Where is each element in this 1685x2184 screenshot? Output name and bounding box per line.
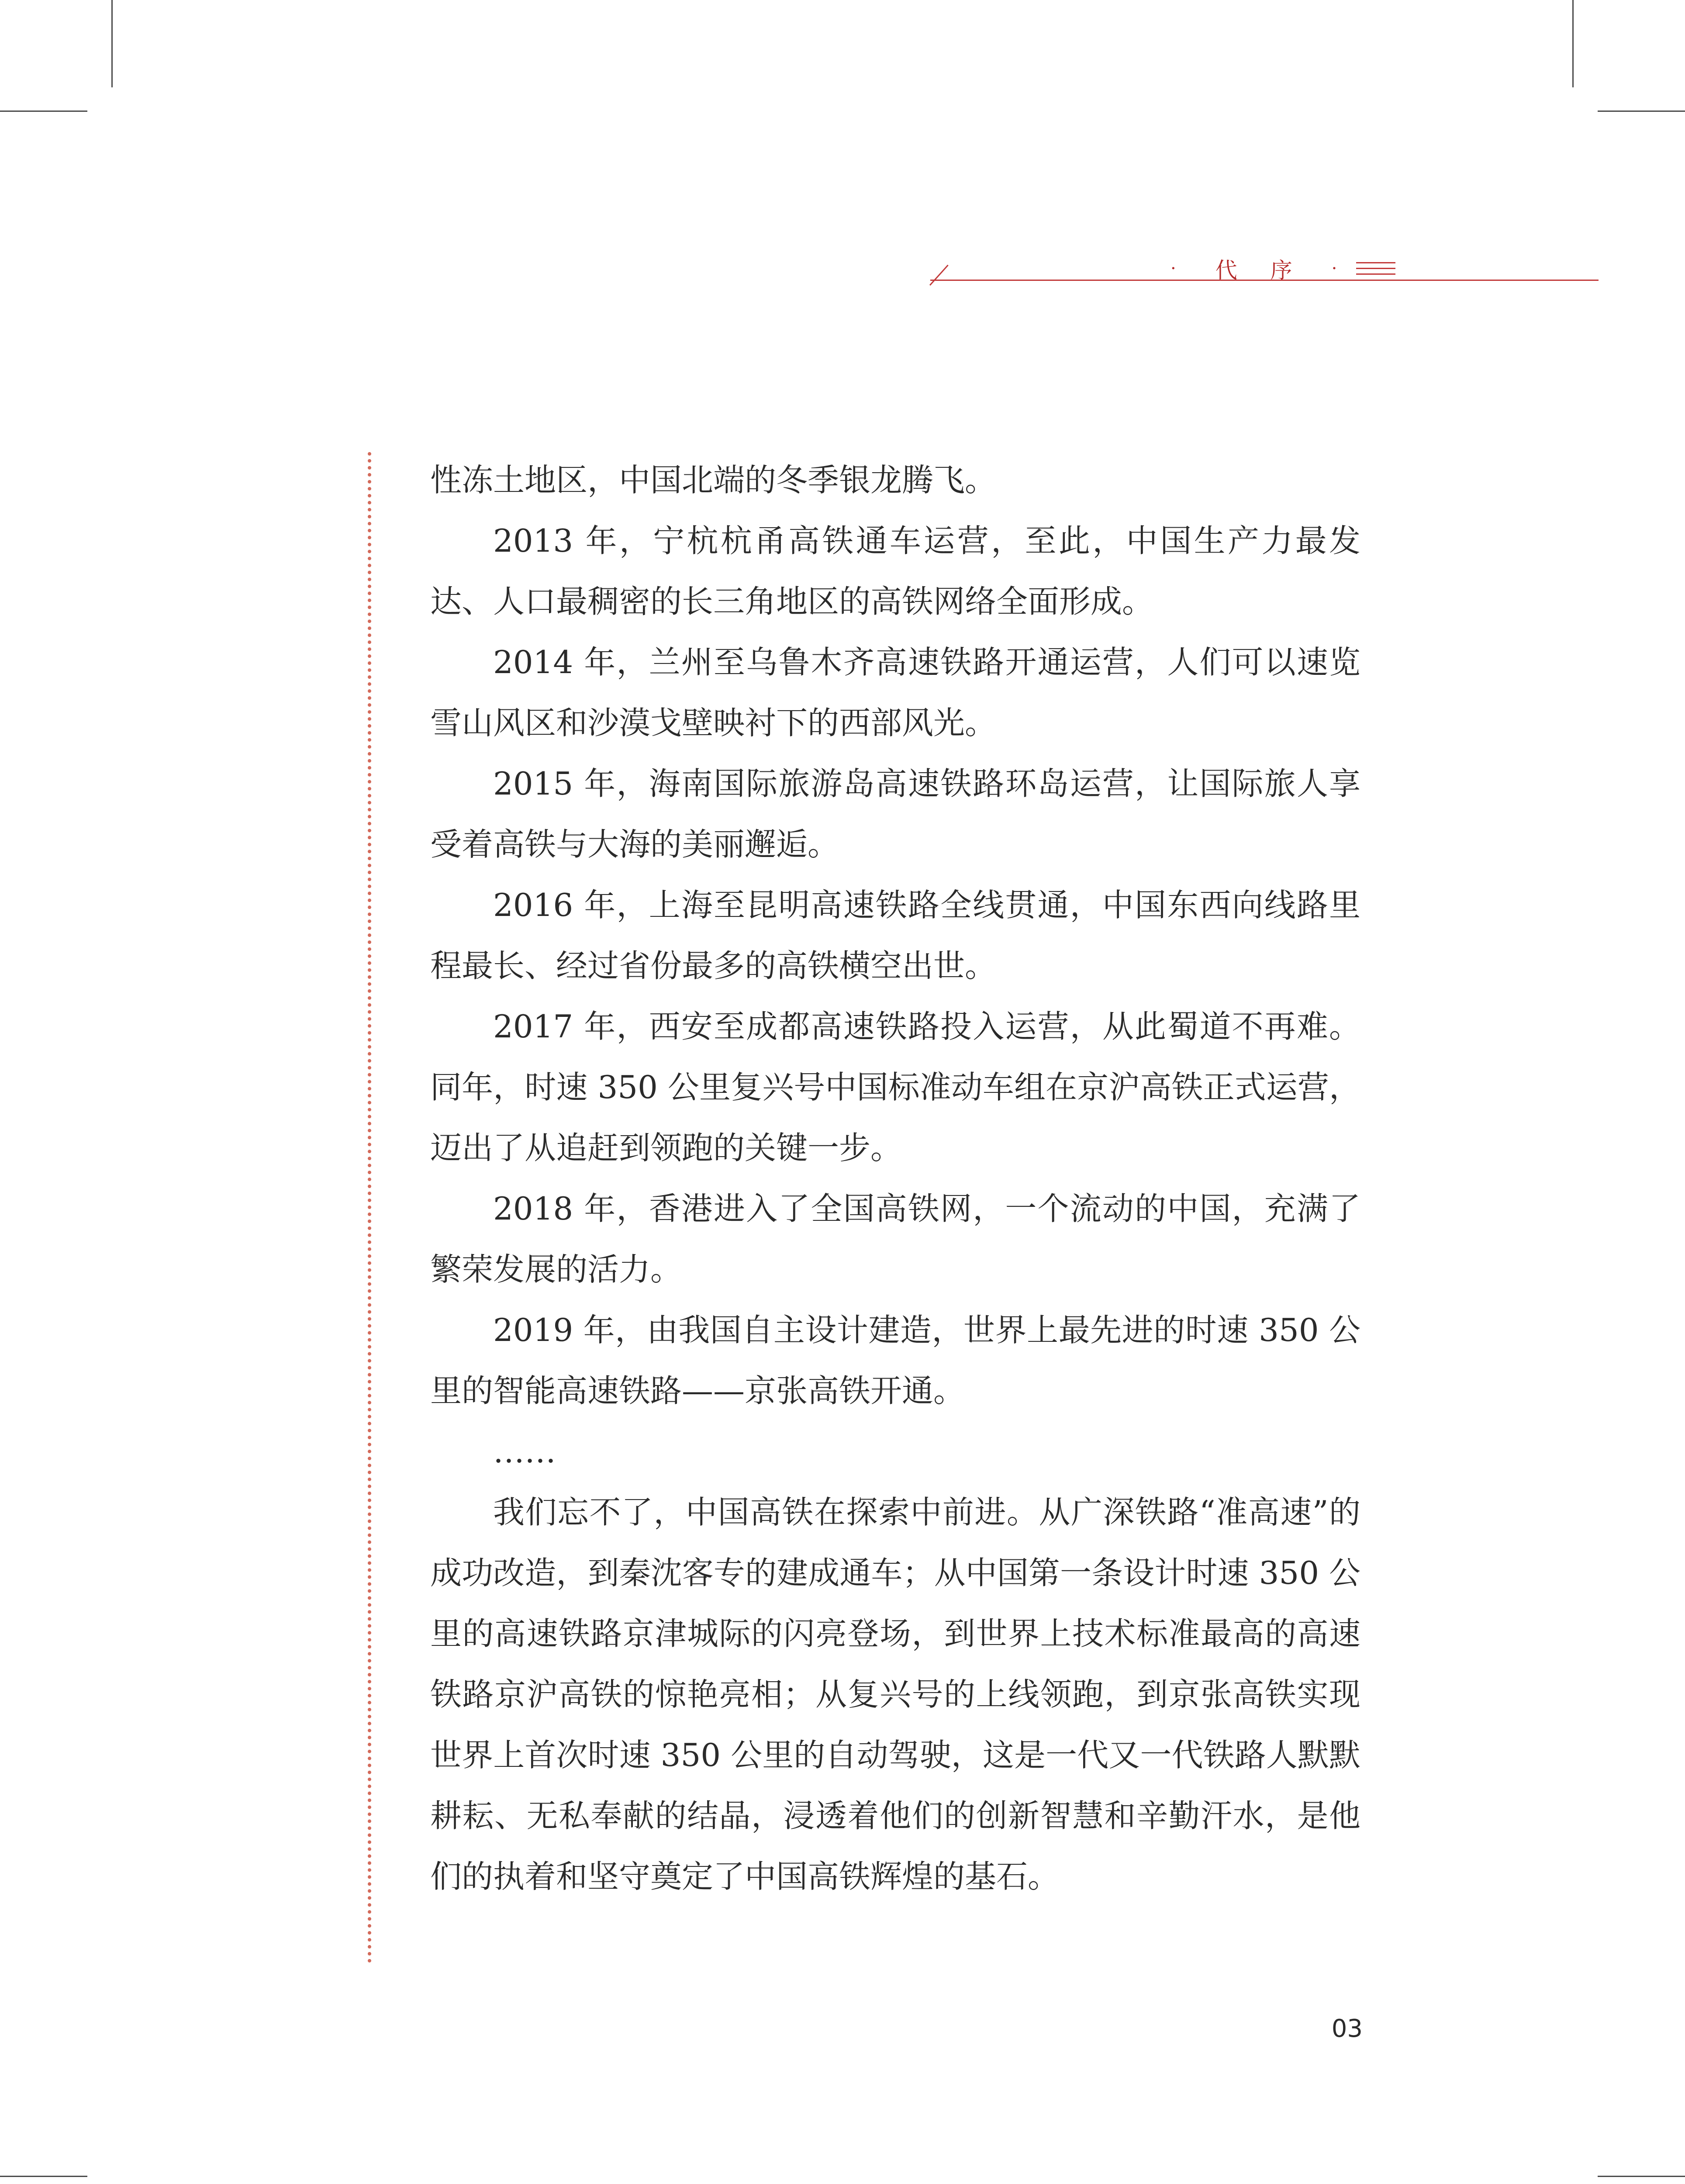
paragraph: 性冻土地区，中国北端的冬季银龙腾飞。 <box>430 462 997 498</box>
paragraph: 2016 年，上海至昆明高速铁路全线贯通，中国东西向线路里程最长、经过省份最多的高铁横空出世。 <box>430 887 1360 984</box>
header-line-ornament <box>1356 262 1395 279</box>
paragraph: 2017 年，西安至成都高速铁路投入运营，从此蜀道不再难。同年，时速 350 公里复兴号中国标准动车组在京沪高铁正式运营，迈出了从追赶到领跑的关键一步。 <box>430 1008 1360 1166</box>
header-dot-right: · <box>1331 259 1350 279</box>
crop-mark-top-right-vertical <box>1572 0 1574 87</box>
section-label: 代 序 <box>1215 258 1305 283</box>
paragraph: 2018 年，香港进入了全国高铁网，一个流动的中国，充满了繁荣发展的活力。 <box>430 1190 1360 1288</box>
crop-mark-top-left-horizontal <box>0 111 87 112</box>
crop-mark-top-right-horizontal <box>1598 111 1685 112</box>
paragraph: 我们忘不了，中国高铁在探索中前进。从广深铁路“准高速”的成功改造，到秦沈客专的建成通车；从中国第一条设计时速 350 公里的高速铁路京津城际的闪亮登场，到世界上技术标准最高的高速铁路京沪高铁的惊艳亮相；从复兴号的上线领跑，到京张高铁实现世界上首次时速 350 公里的自动驾驶，这是一代又一代铁路人默默耕耘、无私奉献的结晶，浸透着他们的创新智慧和辛勤汗水，是他们的执着和坚守奠定了中国高铁辉煌的基石。 <box>430 1494 1360 1895</box>
body-text <box>430 450 1360 1907</box>
paragraph: 2013 年，宁杭杭甬高铁通车运营，至此，中国生产力最发达、人口最稠密的长三角地区的高铁网络全面形成。 <box>430 522 1360 620</box>
header-slash-ornament <box>929 265 949 286</box>
running-header <box>1171 253 1350 284</box>
paragraph: 2019 年，由我国自主设计建造，世界上最先进的时速 350 公里的智能高速铁路——京张高铁开通。 <box>430 1312 1360 1409</box>
page-number: 03 <box>1331 2015 1363 2043</box>
crop-mark-bottom-left-horizontal <box>0 2176 87 2177</box>
margin-dotted-rule <box>368 452 371 1963</box>
paragraph: 2015 年，海南国际旅游岛高速铁路环岛运营，让国际旅人享受着高铁与大海的美丽邂逅。 <box>430 765 1360 863</box>
crop-mark-bottom-right-horizontal <box>1598 2176 1685 2177</box>
header-dot-left: · <box>1171 259 1189 279</box>
paragraph: 2014 年，兰州至乌鲁木齐高速铁路开通运营，人们可以速览雪山风区和沙漠戈壁映衬下的西部风光。 <box>430 644 1360 741</box>
crop-mark-top-left-vertical <box>111 0 113 87</box>
ellipsis-paragraph: …… <box>493 1433 556 1470</box>
